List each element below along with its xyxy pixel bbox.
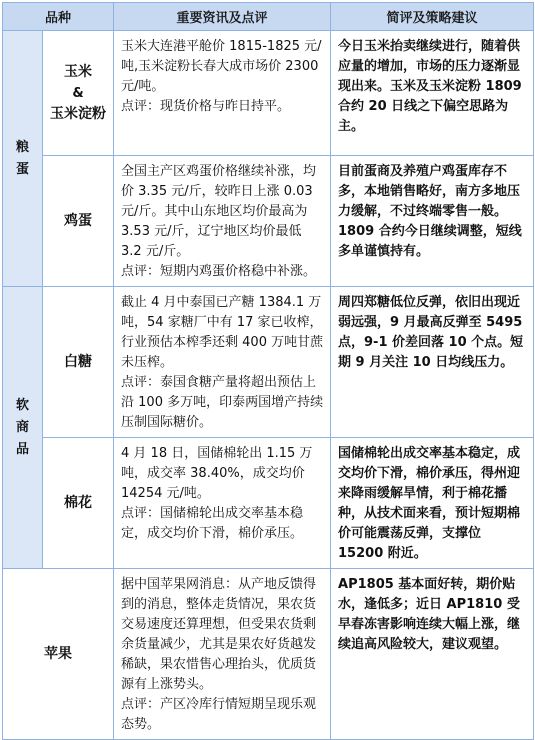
header-news: 重要资讯及点评 [114, 3, 331, 31]
strategy-egg: 目前蛋商及养殖户鸡蛋库存不多，本地销售略好，南方多地压力缓解，不过终端零售一般。1809 合约今日继续调整，短线多单谨慎持有。 [331, 156, 534, 287]
row-apple [3, 569, 534, 740]
news-egg [114, 156, 331, 287]
news-cotton [114, 438, 331, 569]
strategy-apple: AP1805 基本面好转，期价贴水，逢低多；近日 AP1810 受早春冻害影响连续大幅上涨，继续追高风险较大，建议观望。 [331, 569, 534, 740]
product-corn [43, 31, 114, 156]
strategy-sugar: 周四郑糖低位反弹，依旧出现近弱远强，9 月最高反弹至 5495 点，9-1 价差回落 10 个点。短期 9 月关注 10 日均线压力。 [331, 287, 534, 438]
product-apple: 苹果 [3, 569, 114, 740]
product-cotton: 棉花 [43, 438, 114, 569]
news-egg-text: 全国主产区鸡蛋价格继续补涨，均价 3.35 元/斤，较昨日上涨 0.03 元/斤。其中山东地区均价最高为 3.53 元/斤，辽宁地区均价最低 3.2 元/斤。 [121, 164, 317, 259]
product-corn-line2: 玉米淀粉 [50, 105, 106, 122]
group-soft-char-3: 品 [15, 441, 29, 457]
strategy-corn: 今日玉米抬卖继续进行，随着供应量的增加，市场的压力逐渐显现出来。玉米及玉米淀粉 1809 合约 20 日线之下偏空思路为主。 [331, 31, 534, 156]
news-apple [114, 569, 331, 740]
product-corn-amp: & [72, 85, 84, 101]
product-corn-line1: 玉米 [64, 63, 92, 80]
row-egg [3, 156, 534, 287]
commodity-table [2, 2, 534, 740]
row-corn [3, 31, 534, 156]
group-soft-char-2: 商 [15, 419, 29, 435]
product-sugar: 白糖 [43, 287, 114, 438]
header-variety: 品种 [3, 3, 114, 31]
group-grain-egg-char-1: 粮 [15, 139, 29, 155]
news-cotton-text: 4 月 18 日，国储棉轮出 1.15 万吨，成交率 38.40%，成交均价 14254 元/吨。 [121, 446, 313, 501]
group-soft [3, 287, 43, 569]
group-soft-char-1: 软 [15, 397, 29, 413]
news-corn [114, 31, 331, 156]
product-egg: 鸡蛋 [43, 156, 114, 287]
news-sugar-comment: 点评：泰国食糖产量将超出预估上沿 100 多万吨，印泰两国增产持续压制国际糖价。 [121, 375, 324, 430]
news-corn-comment: 点评：现货价格与昨日持平。 [121, 99, 291, 114]
header-strategy: 简评及策略建议 [331, 3, 534, 31]
row-sugar [3, 287, 534, 438]
news-corn-text: 玉米大连港平舱价 1815-1825 元/吨,玉米淀粉长春大成市场价 2300 元/吨。 [121, 39, 322, 94]
news-cotton-comment: 点评：国储棉轮出成交率基本稳定，成交均价下滑，棉价承压。 [121, 506, 304, 541]
news-sugar [114, 287, 331, 438]
row-cotton [3, 438, 534, 569]
header-row [3, 3, 534, 31]
news-egg-comment: 点评：短期内鸡蛋价格稳中补涨。 [121, 264, 317, 279]
group-grain-egg-char-2: 蛋 [15, 161, 29, 177]
news-apple-comment: 点评：产区冷库行情短期呈现乐观态势。 [121, 697, 317, 732]
news-apple-text: 据中国苹果网消息：从产地反馈得到的消息，整体走货情况，果农货交易速度还算理想，但受果农货剩余货量减少，尤其是果农好货越发稀缺，果农惜售心理抬头，优质货源有上涨势头。 [121, 577, 317, 692]
strategy-cotton: 国储棉轮出成交率基本稳定，成交均价下滑，棉价承压，得州迎来降雨缓解旱情，利于棉花播种，从技术面来看，预计短期棉价可能震荡反弹，支撑位 15200 附近。 [331, 438, 534, 569]
news-sugar-text: 截止 4 月中泰国已产糖 1384.1 万吨，54 家糖厂中有 17 家已收榨，行业预估本榨季还剩 400 万吨甘蔗未压榨。 [121, 295, 324, 370]
group-grain-egg [3, 31, 43, 287]
